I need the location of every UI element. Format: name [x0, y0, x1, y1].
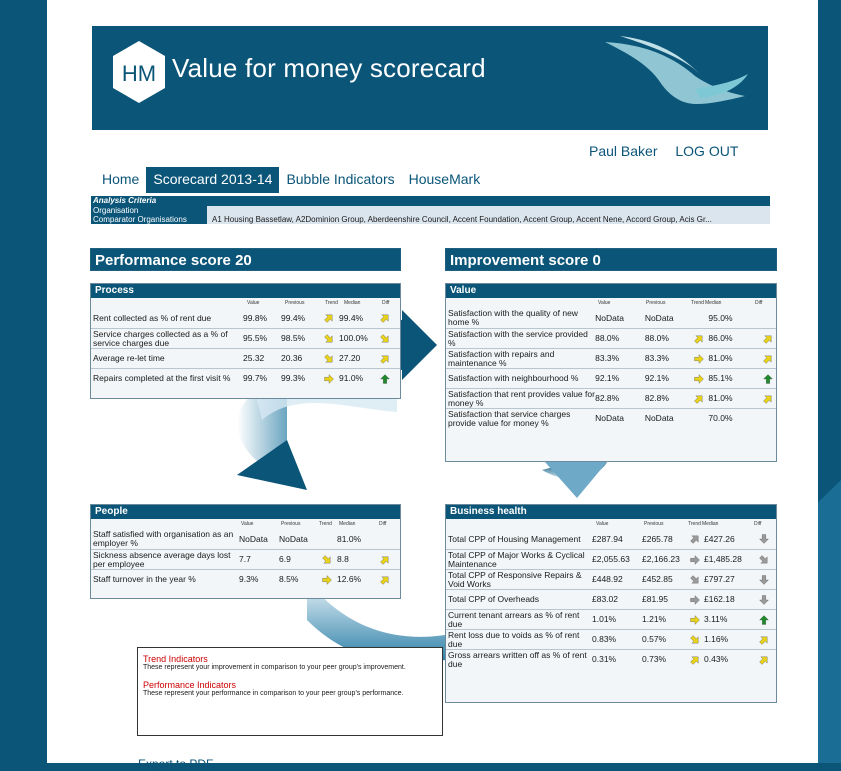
people-title: People	[91, 505, 400, 519]
logo-text: HM	[121, 61, 157, 86]
metric-name: Staff turnover in the year %	[93, 574, 196, 584]
col-diff: Diff	[755, 300, 763, 306]
trend-cell	[686, 635, 704, 645]
diff-arrow-icon	[759, 655, 769, 665]
trend-cell	[686, 555, 704, 565]
main-nav	[95, 167, 487, 193]
trend-arrow-icon	[690, 635, 700, 645]
table-row	[91, 529, 400, 549]
metric-median: 12.6%	[337, 574, 362, 584]
metric-median: 3.11%	[704, 614, 728, 624]
metric-previous: £265.78	[642, 533, 673, 544]
table-row	[446, 649, 776, 669]
col-previous: Previous	[646, 300, 666, 306]
trend-cell	[686, 534, 704, 544]
metric-name: Average re-let time	[93, 353, 165, 363]
trend-cell	[317, 575, 337, 585]
metric-median: £797.27	[704, 574, 735, 584]
metric-value: £448.92	[592, 574, 623, 584]
diff-arrow-icon	[763, 374, 773, 384]
metric-median: £1,485.28	[704, 554, 742, 564]
metric-previous: 20.36	[281, 353, 303, 363]
analysis-criteria	[91, 196, 770, 224]
metric-name: Staff satisfied with organisation as an employer %	[93, 529, 234, 548]
trend-cell	[686, 655, 704, 665]
organisation-value	[207, 206, 770, 215]
metric-previous: 0.73%	[642, 654, 667, 664]
trend-arrow-icon	[694, 394, 704, 404]
tab-bubble-indicators[interactable]: Bubble Indicators	[286, 171, 395, 187]
metric-median: 81.0%	[337, 533, 362, 544]
metric-name: Gross arrears written off as % of rent due	[448, 649, 587, 669]
metric-previous: £81.95	[642, 594, 668, 604]
metric-median: 91.0%	[339, 373, 364, 383]
trend-arrow-icon	[324, 374, 334, 384]
trend-cell	[691, 394, 709, 404]
value-panel	[445, 283, 777, 462]
metric-value: 9.3%	[239, 574, 259, 584]
comparators-value: A1 Housing Bassetlaw, A2Dominion Group, Aberdeenshire Council, Accent Foundation, Accent Group, Accent Nene, Accord Group, Acis Gr...	[207, 215, 770, 224]
metric-median: 1.16%	[704, 634, 729, 644]
value-rows	[446, 308, 776, 428]
col-median: Median	[702, 521, 719, 527]
table-row	[446, 569, 776, 589]
tab-home[interactable]: Home	[102, 171, 140, 187]
diff-arrow-icon	[759, 635, 769, 645]
metric-value: 82.8%	[595, 393, 620, 403]
performance-score: Performance score 20	[90, 248, 401, 271]
metric-previous: 92.1%	[644, 373, 669, 383]
process-column-headers	[91, 298, 400, 308]
col-median: Median	[339, 521, 356, 527]
metric-value: NoData	[239, 533, 268, 544]
metric-name: Total CPP of Overheads	[448, 594, 540, 604]
process-rows	[91, 308, 400, 388]
table-row	[91, 549, 400, 569]
app-title: Value for money scorecard	[172, 53, 486, 83]
col-trend: Trend	[319, 521, 332, 527]
table-row	[446, 529, 776, 549]
metric-previous: NoData	[279, 533, 308, 544]
metric-value: 99.8%	[243, 312, 268, 323]
table-row	[446, 368, 776, 388]
table-row	[91, 348, 400, 368]
metric-value: £2,055.63	[592, 554, 630, 564]
metric-value: NoData	[595, 312, 624, 323]
trend-cell	[691, 334, 709, 344]
trend-arrow-icon	[690, 575, 700, 585]
metric-name: Satisfaction with repairs and maintenance %	[448, 348, 555, 368]
diff-cell	[756, 534, 772, 544]
metric-value: 99.7%	[243, 373, 268, 383]
metric-value: £287.94	[592, 533, 623, 544]
metric-previous: 0.57%	[642, 634, 667, 644]
export-pdf-link[interactable]: Export to PDF	[138, 757, 214, 771]
metric-previous: 83.3%	[644, 353, 669, 363]
metric-value: 7.7	[239, 554, 251, 564]
indicator-legend	[137, 647, 443, 736]
trend-arrow-icon	[694, 374, 704, 384]
metric-median: 0.43%	[704, 654, 729, 664]
trend-cell	[686, 575, 704, 585]
metric-previous: NoData	[644, 312, 674, 323]
trend-arrow-icon	[690, 595, 700, 605]
metric-name: Total CPP of Responsive Repairs & Void Works	[448, 569, 582, 589]
business-title: Business health	[446, 505, 776, 519]
metric-value: 95.5%	[243, 333, 268, 343]
metric-value: 88.0%	[595, 333, 620, 343]
col-median: Median	[705, 300, 722, 306]
metric-median: 95.0%	[708, 312, 733, 323]
col-diff: Diff	[382, 300, 390, 306]
diff-cell	[756, 635, 772, 645]
diff-arrow-icon	[759, 575, 769, 585]
metric-median: 8.8	[337, 554, 349, 564]
metric-name: Satisfaction that service charges provide value for money %	[448, 408, 571, 428]
diff-cell	[756, 595, 772, 605]
metric-name: Rent loss due to voids as % of rent due	[448, 629, 580, 649]
business-health-panel	[445, 504, 777, 703]
metric-median: 27.20	[339, 353, 361, 363]
trend-arrow-icon	[694, 354, 704, 364]
diff-cell	[377, 354, 393, 364]
col-previous: Previous	[281, 521, 301, 527]
metric-value: 0.83%	[592, 634, 617, 644]
metric-name: Total CPP of Housing Management	[448, 533, 581, 544]
people-panel	[90, 504, 401, 599]
col-diff: Diff	[379, 521, 387, 527]
trend-cell	[691, 354, 709, 364]
tab-housemark[interactable]: HouseMark	[408, 171, 481, 187]
metric-name: Current tenant arrears as % of rent due	[448, 609, 580, 629]
diff-cell	[377, 334, 393, 344]
metric-previous: 8.5%	[279, 574, 299, 584]
metric-median: 99.4%	[339, 312, 364, 323]
col-trend: Trend	[691, 300, 704, 306]
trend-arrow-icon	[322, 555, 332, 565]
metric-previous: 6.9	[279, 554, 291, 564]
diff-arrow-icon	[763, 394, 773, 404]
criteria-header: Analysis Criteria	[91, 196, 770, 206]
metric-name: Rent collected as % of rent due	[93, 312, 212, 323]
diff-cell	[760, 394, 776, 404]
metric-median: 81.0%	[708, 393, 733, 403]
trend-arrow-icon	[324, 313, 334, 323]
table-row	[446, 549, 776, 569]
table-row	[446, 609, 776, 629]
col-diff: Diff	[754, 521, 762, 527]
metric-value: 0.31%	[592, 654, 617, 664]
diff-arrow-icon	[380, 313, 390, 323]
table-row	[446, 348, 776, 368]
people-rows	[91, 529, 400, 589]
trend-arrow-icon	[694, 334, 704, 344]
metric-name: Satisfaction with the service provided %	[448, 328, 588, 348]
table-row	[446, 408, 776, 428]
trend-cell	[319, 313, 339, 323]
metric-previous: 88.0%	[644, 333, 669, 343]
trend-legend-title: Trend Indicators	[143, 654, 208, 664]
metric-name: Satisfaction that rent provides value for money %	[448, 388, 595, 408]
metric-value: NoData	[595, 413, 624, 423]
table-row	[446, 589, 776, 609]
trend-arrow-icon	[322, 575, 332, 585]
diff-arrow-icon	[759, 595, 769, 605]
metric-value: 83.3%	[595, 353, 620, 363]
comparators-label: Comparator Organisations	[91, 215, 207, 224]
trend-cell	[686, 595, 704, 605]
metric-name: Repairs completed at the first visit %	[93, 373, 231, 383]
col-previous: Previous	[285, 300, 305, 306]
improvement-score: Improvement score 0	[445, 248, 777, 271]
diff-cell	[756, 575, 772, 585]
bird-graphic-icon	[600, 34, 750, 114]
table-row	[91, 308, 400, 328]
business-rows	[446, 529, 776, 669]
user-bar	[589, 143, 752, 159]
metric-previous: £452.85	[642, 574, 673, 584]
diff-arrow-icon	[380, 354, 390, 364]
metric-median: 85.1%	[708, 373, 733, 383]
metric-median: 100.0%	[339, 333, 368, 343]
table-row	[446, 629, 776, 649]
trend-cell	[319, 334, 339, 344]
user-name-link[interactable]: Paul Baker	[589, 143, 658, 159]
diff-arrow-icon	[380, 575, 390, 585]
metric-median: 81.0%	[708, 353, 733, 363]
diff-cell	[760, 374, 776, 384]
metric-previous: 82.8%	[644, 393, 669, 403]
diff-cell	[756, 655, 772, 665]
metric-value: 92.1%	[595, 373, 620, 383]
trend-arrow-icon	[690, 655, 700, 665]
metric-value: £83.02	[592, 594, 618, 604]
trend-cell	[319, 354, 339, 364]
housemark-logo-icon	[110, 39, 168, 105]
col-previous: Previous	[644, 521, 664, 527]
metric-previous: 99.4%	[281, 312, 306, 323]
col-trend: Trend	[688, 521, 701, 527]
tab-scorecard[interactable]: Scorecard 2013-14	[146, 167, 279, 193]
metric-previous: NoData	[644, 413, 674, 423]
trend-cell	[691, 374, 709, 384]
diff-arrow-icon	[763, 354, 773, 364]
diff-cell	[377, 374, 393, 384]
metric-median: 86.0%	[708, 333, 733, 343]
trend-arrow-icon	[690, 615, 700, 625]
diff-arrow-icon	[759, 534, 769, 544]
col-value: Value	[596, 521, 609, 527]
table-row	[91, 328, 400, 348]
value-column-headers	[446, 298, 776, 308]
col-value: Value	[247, 300, 260, 306]
people-column-headers	[91, 519, 400, 529]
diff-arrow-icon	[380, 555, 390, 565]
metric-previous: 98.5%	[281, 333, 306, 343]
process-panel	[90, 283, 401, 399]
page-container	[47, 0, 818, 771]
diff-cell	[760, 334, 776, 344]
trend-arrow-icon	[690, 555, 700, 565]
col-trend: Trend	[325, 300, 338, 306]
table-row	[91, 368, 400, 388]
metric-value: 1.01%	[592, 614, 617, 624]
diff-cell	[756, 555, 772, 565]
diff-cell	[377, 555, 393, 565]
table-row	[446, 308, 776, 328]
performance-legend-desc: These represent your performance in comparison to your peer group's performance.	[143, 690, 404, 697]
table-row	[446, 388, 776, 408]
metric-name: Total CPP of Major Works & Cyclical Maintenance	[448, 549, 585, 569]
trend-legend-desc: These represent your improvement in comparison to your peer group's improvement.	[143, 664, 406, 671]
logout-link[interactable]: LOG OUT	[675, 143, 739, 159]
col-value: Value	[598, 300, 611, 306]
metric-value: 25.32	[243, 353, 265, 363]
diff-cell	[377, 575, 393, 585]
trend-arrow-icon	[690, 534, 700, 544]
metric-name: Satisfaction with the quality of new home %	[448, 308, 578, 327]
metric-median: £162.18	[704, 594, 735, 604]
diff-arrow-icon	[759, 555, 769, 565]
diff-arrow-icon	[763, 334, 773, 344]
metric-previous: 99.3%	[281, 373, 306, 383]
organisation-label: Organisation	[91, 206, 207, 215]
diff-arrow-icon	[759, 615, 769, 625]
header-banner	[92, 26, 768, 130]
metric-name: Sickness absence average days lost per employee	[93, 549, 231, 569]
diff-cell	[377, 313, 393, 323]
trend-cell	[686, 615, 704, 625]
trend-cell	[319, 374, 339, 384]
trend-arrow-icon	[324, 354, 334, 364]
business-column-headers	[446, 519, 776, 529]
metric-name: Service charges collected as a % of service charges due	[93, 328, 228, 348]
col-value: Value	[241, 521, 254, 527]
diff-arrow-icon	[380, 334, 390, 344]
trend-arrow-icon	[324, 334, 334, 344]
diff-cell	[756, 615, 772, 625]
metric-name: Satisfaction with neighbourhood %	[448, 373, 579, 383]
diff-cell	[760, 354, 776, 364]
col-median: Median	[344, 300, 361, 306]
trend-cell	[317, 555, 337, 565]
value-title: Value	[446, 284, 776, 298]
metric-median: 70.0%	[708, 413, 733, 423]
performance-legend-title: Performance Indicators	[143, 680, 237, 690]
metric-previous: 1.21%	[642, 614, 667, 624]
metric-median: £427.26	[704, 533, 735, 544]
metric-previous: £2,166.23	[642, 554, 680, 564]
diff-arrow-icon	[380, 374, 390, 384]
process-title: Process	[91, 284, 400, 298]
table-row	[446, 328, 776, 348]
table-row	[91, 569, 400, 589]
